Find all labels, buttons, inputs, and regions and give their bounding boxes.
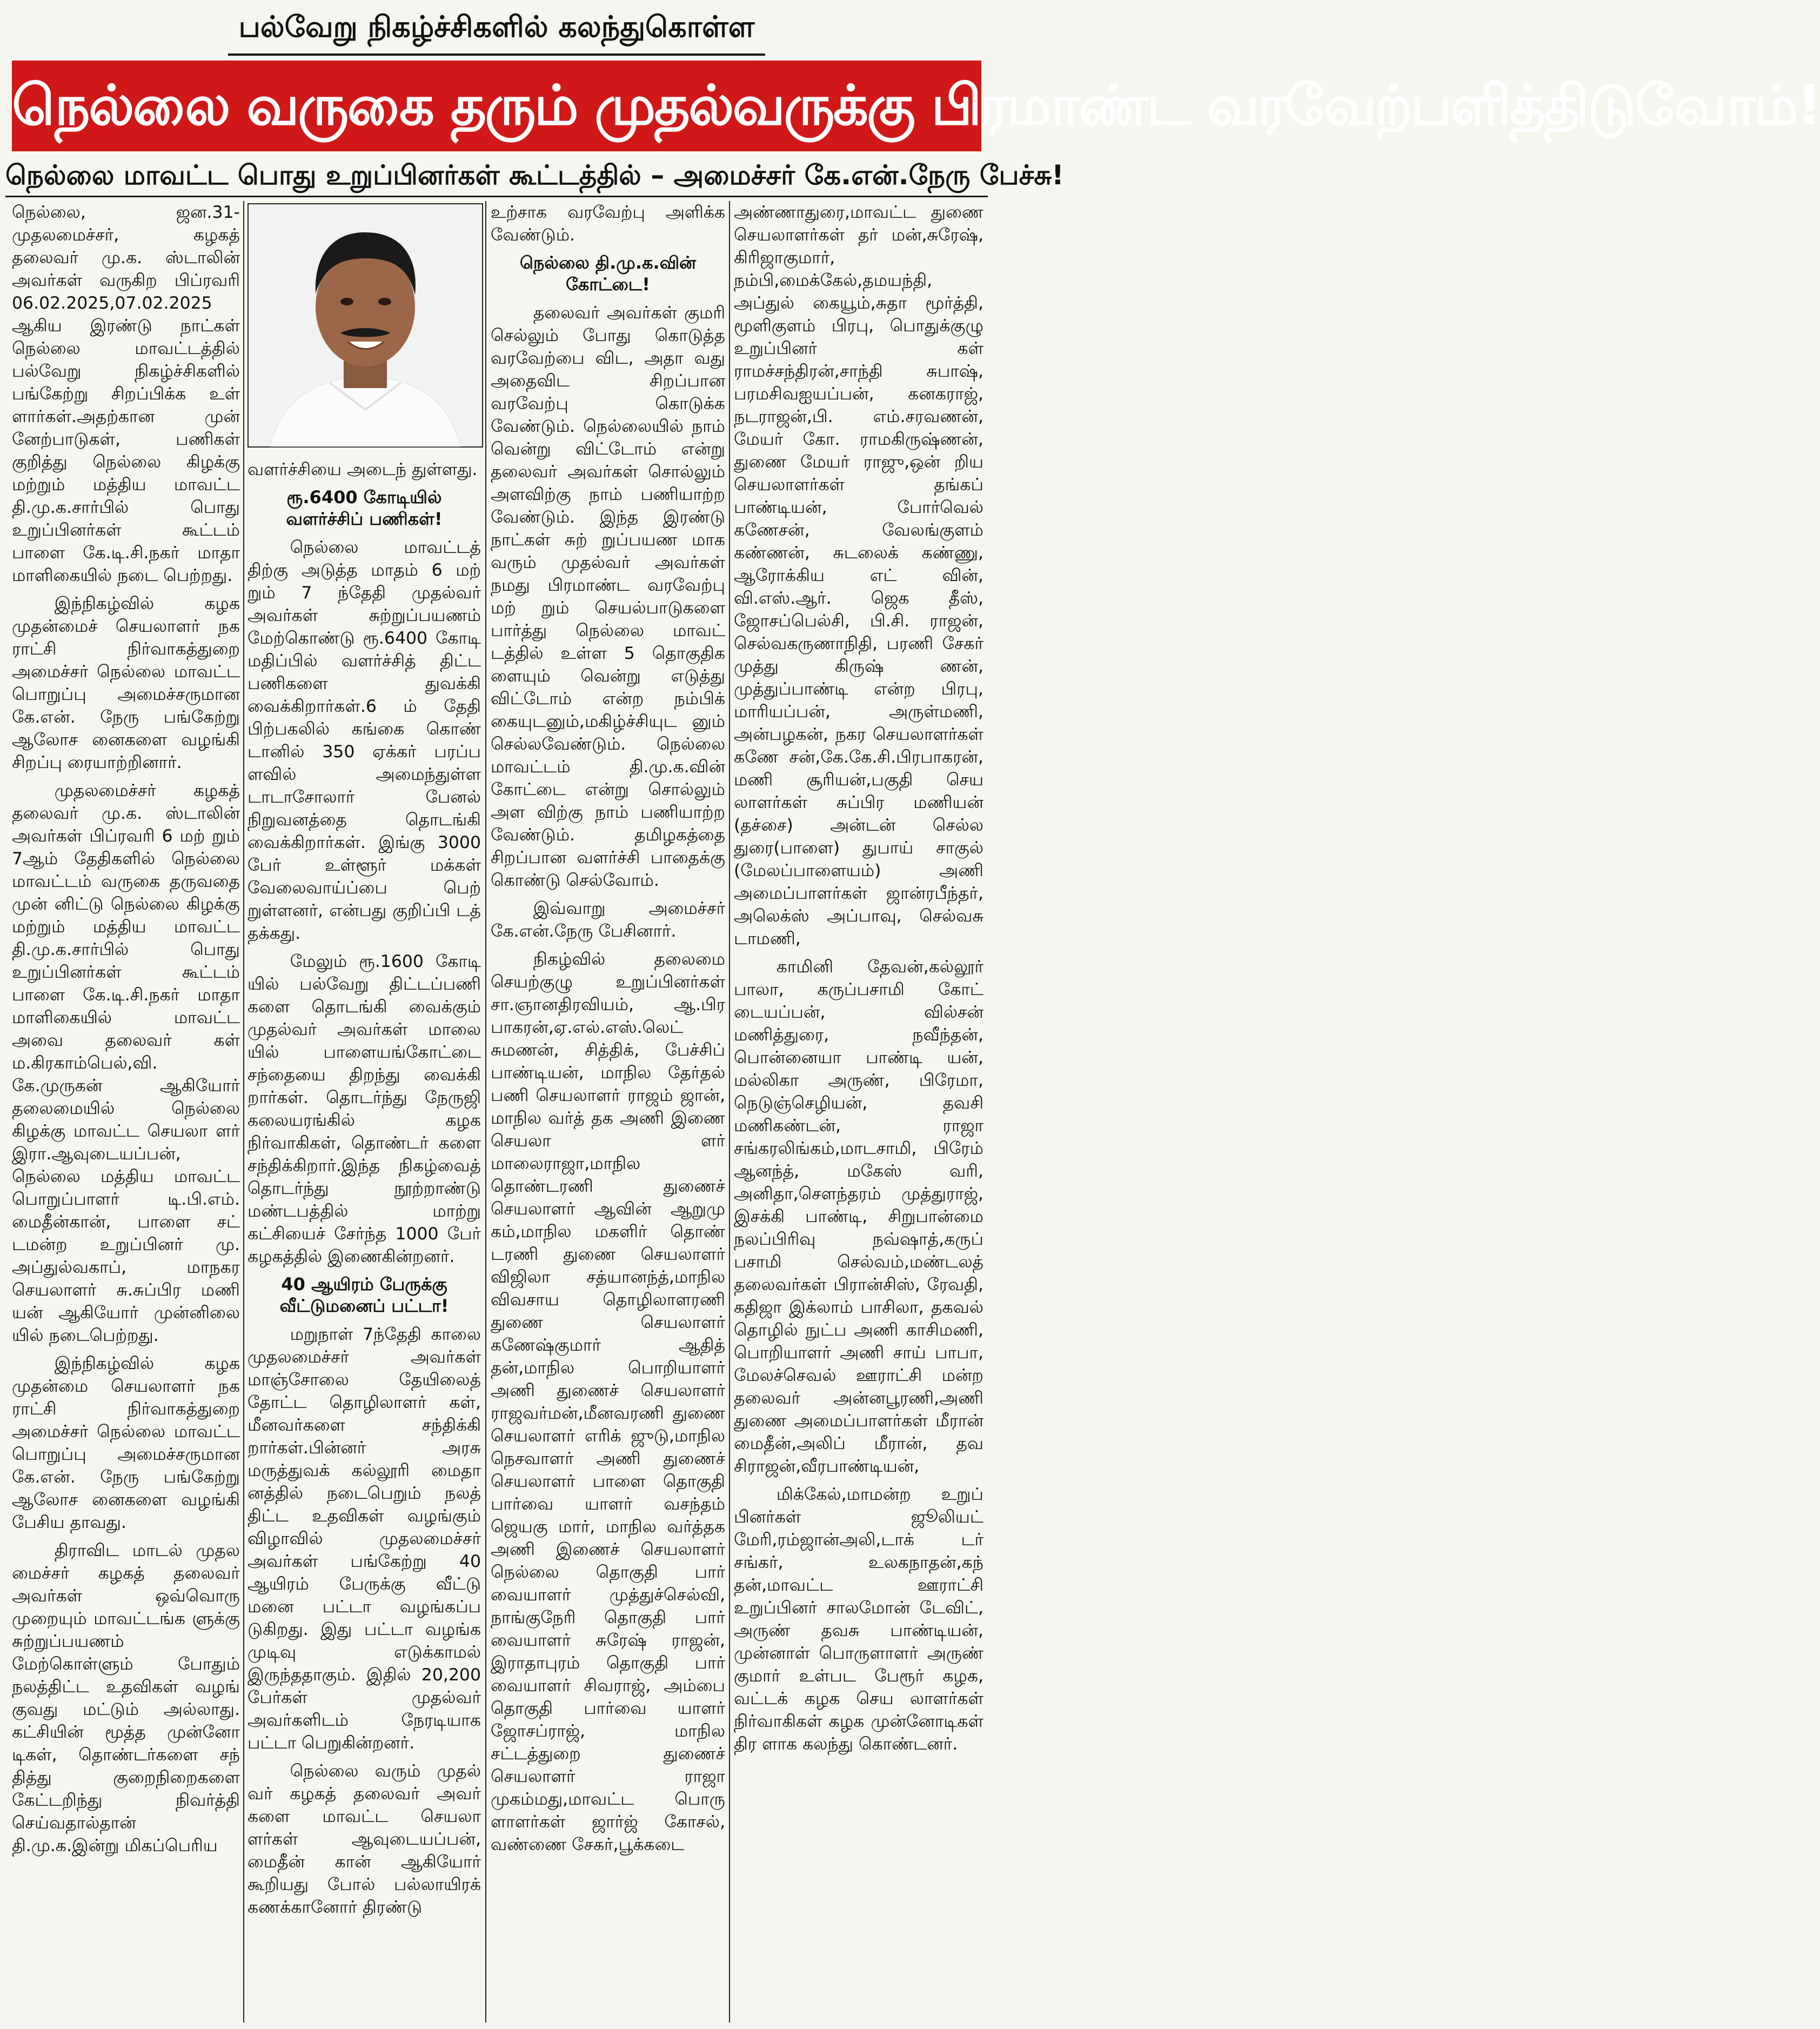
portrait-photo [247, 203, 483, 448]
section-heading: 40 ஆயிரம் பேருக்கு வீட்டுமனைப் பட்டா! [279, 1274, 449, 1316]
paragraph: இவ்வாறு அமைச்சர் கே.என்.நேரு பேசினார். [491, 899, 725, 941]
paragraph: திராவிட மாடல் முதல மைச்சர் கழகத் தலைவர் அவர்கள் ஒவ்வொரு முறையும் மாவட்டங்க ளுக்கு சுற்றுப்பயணம் மேற்கொள்ளும் போதும் நலத்திட்ட உதவிகள் வழங் குவது மட்டும் அல்லாது. கட்சியின் மூத்த முன்னோ டிகள், தொண்டர்களை சந் தித்து குறைநிறைகளை கேட்டறிந்து நிவர்த்தி செய்வதால்தான் தி.மு.க.இன்று மிகப்பெரிய [12, 1541, 240, 1856]
paragraph: தலைவர் அவர்கள் குமரி செல்லும் போது கொடுத்த வரவேற்பை விட, அதா வது அதைவிட சிறப்பான வரவேற்பு கொடுக்க வேண்டும். நெல்லையில் நாம் வென்று விட்டோம் என்று தலைவர் அவர்கள் சொல்லும் அளவிற்கு நாம் பணியாற்ற வேண்டும். இந்த இரண்டு நாட்கள் சுற் றுப்பயண மாக வரும் முதல்வர் அவர்கள் நமது பிரமாண்ட வரவேற்பு மற் றும் செயல்பாடுகளை பார்த்து நெல்லை மாவட் டத்தில் உள்ள 5 தொகுதிக ளையும் வென்று எடுத்து விட்டோம் என்ற நம்பிக் கையுடனும்,மகிழ்ச்சியுட னும் செல்லவேண்டும். நெல்லை மாவட்டம் தி.மு.க.வின் கோட்டை என்று சொல்லும் அள விற்கு நாம் பணியாற்ற வேண்டும். தமிழகத்தை சிறப்பான வளர்ச்சி பாதைக்கு கொண்டு செல்வோம். [491, 303, 725, 890]
paragraph: நெல்லை, ஜன.31- முதலமைச்சர், கழகத் தலைவர் மு.க. ஸ்டாலின் அவர்கள் வருகிற பிப்ரவரி 06.02.2025,07.02.2025 ஆகிய இரண்டு நாட்கள் நெல்லை மாவட்டத்தில் பல்வேறு நிகழ்ச்சிகளில் பங்கேற்று சிறப்பிக்க உள் ளார்கள்.அதற்கான முன் னேற்பாடுகள், பணிகள் குறித்து நெல்லை கிழக்கு மற்றும் மத்திய மாவட்ட தி.மு.க.சார்பில் பொது உறுப்பினர்கள் கூட்டம் பாளை கே.டி.சி.நகர் மாதா மாளிகையில் நடை பெற்றது. [12, 203, 240, 585]
paragraph: மறுநாள் 7ந்தேதி காலை முதலமைச்சர் அவர்கள் மாஞ்சோலை தேயிலைத் தோட்ட தொழிலாளர் கள், மீனவர்களை சந்திக்கி றார்கள்.பின்னர் அரசு மருத்துவக் கல்லூரி மைதா னத்தில் நடைபெறும் நலத் திட்ட உதவிகள் வழங்கும் விழாவில் முதலமைச்சர் அவர்கள் பங்கேற்று 40 ஆயிரம் பேருக்கு வீட்டு மனை பட்டா வழங்கப்ப டுகிறது. இது பட்டா வழங்க முடிவு எடுக்காமல் இருந்ததாகும். இதில் 20,200 பேர்கள் முதல்வர் அவர்களிடம் நேரடியாக பட்டா பெறுகின்றனர். [247, 1325, 481, 1753]
paragraph: நிகழ்வில் தலைமை செயற்குழு உறுப்பினர்கள் சா.ஞானதிரவியம், ஆ.பிர பாகரன்,ஏ.எல்.எஸ்.லெட் சுமணன், சித்திக், பேச்சிப் பாண்டியன், மாநில தேர்தல் பணி செயலாளர் ராஜம் ஜான், மாநில வர்த் தக அணி இணை செயலா ளர் மாலைராஜா,மாநில தொண்டரணி துணைச் செயலாளர் ஆவின் ஆறுமு கம்,மாநில மகளிர் தொண் டரணி துணை செயலாளர் விஜிலா சத்யானந்த்,மாநில விவசாய தொழிலாளரணி துணை செயலாளர் கணேஷ்குமார் ஆதித் தன்,மாநில பொறியாளர் அணி துணைச் செயலாளர் ராஜவர்மன்,மீனவரணி துணை செயலாளர் எரிக் ஜுடு,மாநில நெசவாளர் அணி துணைச் செயலாளர் பாளை தொகுதி பார்வை யாளர் வசந்தம் ஜெயகு மார், மாநில வர்த்தக அணி இணைச் செயலாளர் நெல்லை தொகுதி பார் வையாளர் முத்துச்செல்வி, நாங்குநேரி தொகுதி பார் வையாளர் சுரேஷ் ராஜன், இராதாபுரம் தொகுதி பார் வையாளர் சிவராஜ், அம்பை தொகுதி பார்வை யாளர் ஜோசப்ராஜ், மாநில சட்டத்துறை துணைச் செயலாளர் ராஜா முகம்மது,மாவட்ட பொரு ளாளர்கள் ஜார்ஜ் கோசல், வண்ணை சேகர்,பூக்கடை [491, 950, 725, 1854]
column-divider [243, 201, 244, 2023]
paragraph: உற்சாக வரவேற்பு அளிக்க வேண்டும். [491, 203, 725, 245]
headline: நெல்லை வருகை தரும் முதல்வருக்கு பிரமாண்ட வரவேற்பளித்திடுவோம்! [12, 61, 981, 151]
kicker [0, 8, 993, 51]
subheadline: நெல்லை மாவட்ட பொது உறுப்பினர்கள் கூட்டத்தில் – அமைச்சர் கே.என்.நேரு பேச்சு! [5, 155, 988, 197]
column-2 [247, 201, 481, 2023]
paragraph: வளர்ச்சியை அடைந் துள்ளது. [247, 460, 478, 479]
paragraph: நெல்லை மாவட்டத் திற்கு அடுத்த மாதம் 6 மற் றும் 7 ந்தேதி முதல்வர் அவர்கள் சுற்றுப்பயணம் மேற்கொண்டு ரூ.6400 கோடி மதிப்பில் வளர்ச்சித் திட்ட பணிகளை துவக்கி வைக்கிறார்கள்.6 ம் தேதி பிற்பகலில் கங்கை கொண் டானில் 350 ஏக்கர் பரப்ப ளவில் அமைந்துள்ள டாடாசோலார் பேனல் நிறுவனத்தை தொடங்கி வைக்கிறார்கள். இங்கு 3000 பேர் உள்ளூர் மக்கள் வேலைவாய்ப்பை பெற் றுள்ளனர், என்பது குறிப்பி டத் தக்கது. [247, 538, 481, 943]
paragraph: காமினி தேவன்,கல்லூர் பாலா, கருப்பசாமி கோட் டையப்பன், வில்சன் மணித்துரை, நவீந்தன், பொன்னையா பாண்டி யன், மல்லிகா அருண், பிரேமா, நெடுஞ்செழியன், தவசி மணிகண்டன், ராஜா சங்கரலிங்கம்,மாடசாமி, பிரேம் ஆனந்த், மகேஸ் வரி, அனிதா,சௌந்தரம் முத்துராஜ், இசக்கி பாண்டி, சிறுபான்மை நலப்பிரிவு நவ்ஷாத்,கருப் பசாமி செல்வம்,மண்டலத் தலைவர்கள் பிரான்சிஸ், ரேவதி, கதிஜா இக்லாம் பாசிலா, தகவல் தொழில் நுட்ப அணி காசிமணி, பொறியாளர் அணி சாய் பாபா, மேலச்செவல் ஊராட்சி மன்ற தலைவர் அன்னபூரணி,அணி துணை அமைப்பாளர்கள் மீரான் மைதீன்,அலிப் மீரான், தவ சிராஜன்,வீரபாண்டியன், [734, 957, 983, 1476]
column-divider [485, 201, 486, 2023]
paragraph: மிக்கேல்,மாமன்ற உறுப் பினர்கள் ஜூலியட் மேரி,ரம்ஜான்அலி,டாக் டர் சங்கர், உலகநாதன்,கந் தன்,மாவட்ட ஊராட்சி உறுப்பினர் சாலமோன் டேவிட், அருண் தவசு பாண்டியன், முன்னாள் பொருளாளர் அருண் குமார் உள்பட பேரூர் கழக, வட்டக் கழக செய லாளர்கள் நிர்வாகிகள் கழக முன்னோடிகள் திர ளாக கலந்து கொண்டனர். [734, 1485, 983, 1754]
kicker-text: பல்வேறு நிகழ்ச்சிகளில் கலந்துகொள்ள [228, 8, 766, 56]
paragraph: முதலமைச்சர் கழகத் தலைவர் மு.க. ஸ்டாலின் அவர்கள் பிப்ரவரி 6 மற் றும் 7ஆம் தேதிகளில் நெல்லை மாவட்டம் வருகை தருவதை முன் னிட்டு நெல்லை கிழக்கு மற்றும் மத்திய மாவட்ட தி.மு.க.சார்பில் பொது உறுப்பினர்கள் கூட்டம் பாளை கே.டி.சி.நகர் மாதா மாளிகையில் மாவட்ட அவை தலைவர் கள் ம.கிரகாம்பெல்,வி. கே.முருகன் ஆகியோர் தலைமையில் நெல்லை கிழக்கு மாவட்ட செயலா ளர் இரா.ஆவுடையப்பன், நெல்லை மத்திய மாவட்ட பொறுப்பாளர் டி.பி.எம். மைதீன்கான், பாளை சட் டமன்ற உறுப்பினர் மு. அப்துல்வகாப், மாநகர செயலாளர் சு.சுப்பிர மணி யன் ஆகியோர் முன்னிலை யில் நடைபெற்றது. [12, 781, 240, 1345]
column-3 [491, 201, 725, 2023]
section-heading: ரூ.6400 கோடியில் வளர்ச்சிப் பணிகள்! [286, 487, 443, 529]
paragraph: இந்நிகழ்வில் கழக முதன்மைச் செயலாளர் நக ராட்சி நிர்வாகத்துறை அமைச்சர் நெல்லை மாவட்ட பொறுப்பு அமைச்சருமான கே.என். நேரு பங்கேற்று ஆலோச னைகளை வழங்கி சிறப்பு ரையாற்றினார். [12, 594, 240, 772]
section-heading: நெல்லை தி.மு.க.வின் கோட்டை! [519, 252, 697, 295]
paragraph: மேலும் ரூ.1600 கோடி யில் பல்வேறு திட்டப்பணி களை தொடங்கி வைக்கும் முதல்வர் அவர்கள் மாலை யில் பாளையங்கோட்டை சந்தையை திறந்து வைக்கி றார்கள். தொடர்ந்து நேருஜி கலையரங்கில் கழக நிர்வாகிகள், தொண்டர் களை சந்திக்கிறார்.இந்த நிகழ்வைத் தொடர்ந்து நூற்றாண்டு மண்டபத்தில் மாற்று கட்சியைச் சேர்ந்த 1000 பேர் கழகத்தில் இணைகின்றனர். [247, 952, 481, 1266]
portrait-image [249, 204, 482, 446]
column-4 [734, 201, 983, 2023]
paragraph: அண்ணாதுரை,மாவட்ட துணை செயலாளர்கள் தர் மன்,சுரேஷ், கிரிஜாகுமார், நம்பி,மைக்கேல்,தமயந்தி, அப்துல் கையூம்,சுதா மூர்த்தி, மூளிகுளம் பிரபு, பொதுக்குழு உறுப்பினர் கள் ராமச்சந்திரன்,சாந்தி சுபாஷ், பரமசிவஐயப்பன், கனகராஜ், நடராஜன்,பி. எம்.சரவணன், மேயர் கோ. ராமகிருஷ்ணன், துணை மேயர் ராஜு,ஒன் றிய செயலாளர்கள் தங்கப் பாண்டியன், போர்வெல் கணேசன், வேலங்குளம் கண்ணன், சுடலைக் கண்ணு, ஆரோக்கிய எட் வின், வி.எஸ்.ஆர். ஜெக தீஸ், ஜோசப்பெல்சி, பி.சி. ராஜன், செல்வகருணாநிதி, பரணி சேகர் முத்து கிருஷ் ணன், முத்துப்பாண்டி என்ற பிரபு, மாரியப்பன், அருள்மணி, அன்பழகன், நகர செயலாளர்கள் கணே சன்,கே.கே.சி.பிரபாகரன், மணி சூரியன்,பகுதி செய லாளர்கள் சுப்பிர மணியன் (தச்சை) அன்டன் செல்ல துரை(பாளை) துபாய் சாகுல் (மேலப்பாளையம்) அணி அமைப்பாளர்கள் ஜான்ரபீந்தர், அலெக்ஸ் அப்பாவு, செல்வசு டாமணி, [734, 203, 983, 949]
column-divider [729, 201, 730, 2023]
column-1 [12, 201, 240, 2023]
paragraph: இந்நிகழ்வில் கழக முதன்மை செயலாளர் நக ராட்சி நிர்வாகத்துறை அமைச்சர் நெல்லை மாவட்ட பொறுப்பு அமைச்சருமான கே.என். நேரு பங்கேற்று ஆலோச னைகளை வழங்கி பேசிய தாவது. [12, 1354, 240, 1532]
paragraph: நெல்லை வரும் முதல் வர் கழகத் தலைவர் அவர் களை மாவட்ட செயலா ளர்கள் ஆவுடையப்பன், மைதீன் கான் ஆகியோர் கூறியது போல் பல்லாயிரக் கணக்கானோர் திரண்டு [247, 1761, 481, 1917]
